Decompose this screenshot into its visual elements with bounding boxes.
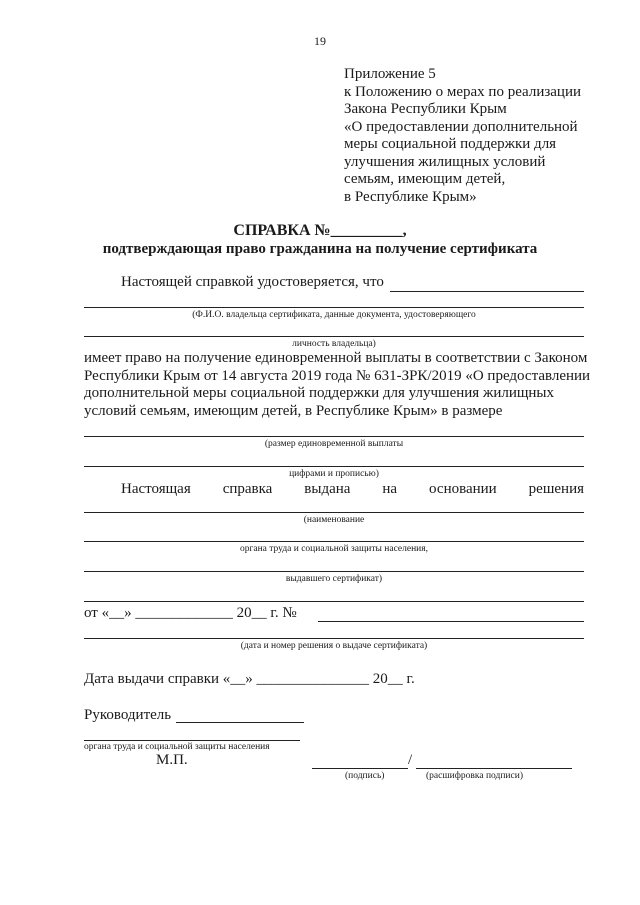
- stamp-label: М.П.: [156, 752, 188, 768]
- basis-row: [121, 481, 584, 498]
- caption-org-3: выдавшего сертификат): [285, 574, 383, 584]
- appendix-line: к Положению о мерах по реализации: [344, 83, 582, 100]
- org-line-1[interactable]: [84, 512, 584, 513]
- owner-line-2[interactable]: [84, 336, 584, 337]
- amount-line-1[interactable]: [84, 436, 584, 437]
- document-title: СПРАВКА №_________,: [233, 222, 407, 239]
- caption-signature: (подпись): [345, 771, 385, 781]
- head-label: Руководитель: [84, 707, 172, 723]
- appendix-block: [344, 66, 581, 206]
- appendix-line: семьям, имеющим детей,: [344, 171, 506, 187]
- caption-amount-2: цифрами и прописью): [289, 469, 379, 479]
- decision-line-2[interactable]: [84, 638, 584, 639]
- body-line: Республики Крым от 14 августа 2019 года № 631-ЗРК/2019 «О предоставлении: [84, 367, 591, 384]
- org-line-3[interactable]: [84, 571, 584, 572]
- body-line: условий семьям, имеющим детей, в Республике Крым» в размере: [84, 402, 503, 419]
- caption-decision: (дата и номер решения о выдаче сертификата): [240, 641, 428, 651]
- decode-line[interactable]: [416, 768, 572, 769]
- org-line-4[interactable]: [84, 601, 584, 602]
- caption-org-1: (наименование: [303, 515, 365, 525]
- decision-date: от «__» _____________ 20__ г. №: [84, 605, 297, 621]
- appendix-line: меры социальной поддержки для: [344, 136, 557, 152]
- head-org-line[interactable]: [84, 740, 300, 741]
- amount-line-2[interactable]: [84, 466, 584, 467]
- org-line-2[interactable]: [84, 541, 584, 542]
- basis-word: решения: [528, 481, 584, 497]
- appendix-line: улучшения жилищных условий: [344, 153, 546, 170]
- document-subtitle: подтверждающая право гражданина на получение сертификата: [102, 241, 538, 257]
- signature-line[interactable]: [312, 768, 408, 769]
- owner-line-1[interactable]: [84, 307, 584, 308]
- appendix-line: «О предоставлении дополнительной: [344, 118, 578, 135]
- caption-head-org: органа труда и социальной защиты населения: [84, 742, 270, 752]
- intro-text: Настоящей справкой удостоверяется, что: [121, 274, 384, 290]
- head-name-line[interactable]: [176, 722, 304, 723]
- basis-word: справка: [222, 481, 273, 497]
- decision-number-line[interactable]: [318, 621, 584, 622]
- signature-slash: /: [408, 752, 413, 768]
- body-line: имеет право на получение единовременной выплаты в соответствии с Законом: [84, 350, 588, 366]
- caption-owner-1: (Ф.И.О. владельца сертификата, данные документа, удостоверяющего: [192, 310, 476, 320]
- caption-decode: (расшифровка подписи): [426, 771, 523, 781]
- caption-amount-1: (размер единовременной выплаты: [264, 439, 404, 449]
- owner-blank-line[interactable]: [390, 291, 584, 292]
- basis-word: Настоящая: [121, 481, 191, 497]
- appendix-line: в Республике Крым»: [344, 188, 477, 205]
- basis-word: на: [382, 481, 398, 497]
- body-line: дополнительной меры социальной поддержки для улучшения жилищных: [84, 385, 555, 401]
- appendix-line: Приложение 5: [344, 66, 436, 82]
- page-number: 19: [314, 34, 326, 48]
- basis-word: основании: [429, 481, 497, 497]
- basis-word: выдана: [304, 481, 351, 497]
- caption-org-2: органа труда и социальной защиты населения,: [239, 544, 428, 554]
- caption-owner-2: личность владельца): [292, 339, 376, 349]
- body-paragraph: [84, 350, 591, 420]
- issue-date: Дата выдачи справки «__» _______________ 20__ г.: [84, 671, 415, 687]
- appendix-line: Закона Республики Крым: [344, 101, 507, 117]
